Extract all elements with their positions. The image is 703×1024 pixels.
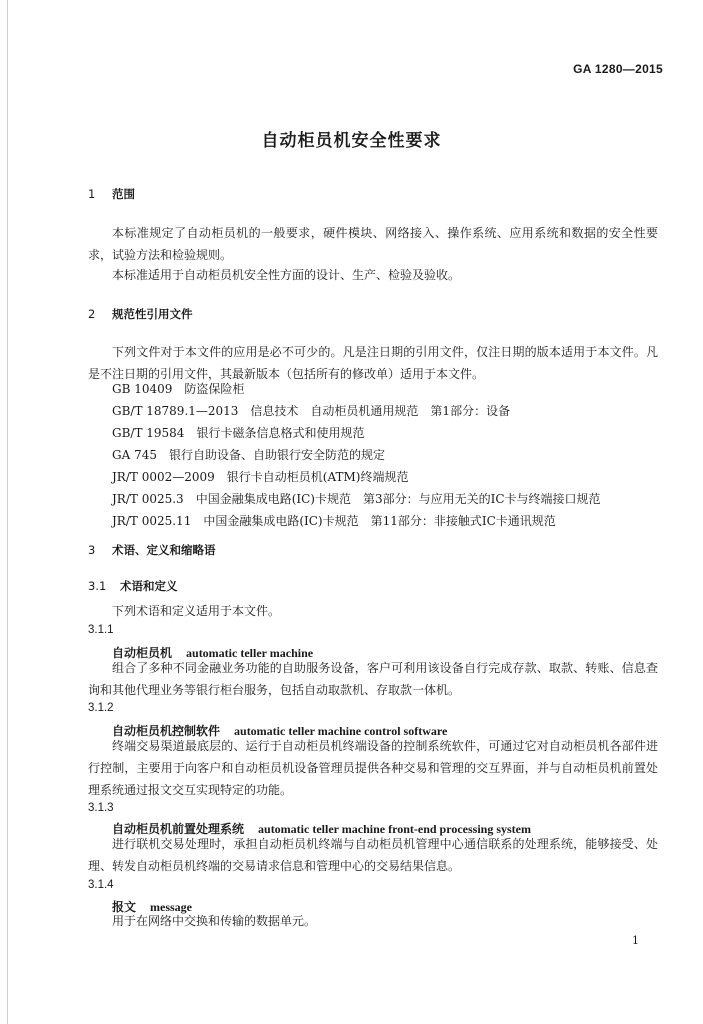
subsection-number: 3.1 [88,579,107,593]
reference-item: GB/T 19584 银行卡磁条信息格式和使用规范 [112,426,365,440]
section-1-paragraph-2: 本标准适用于自动柜员机安全性方面的设计、生产、检验及验收。 [112,268,461,282]
term-zh: 自动柜员机控制软件 [112,724,221,738]
term-number: 3.1.2 [88,702,114,714]
reference-item: JR/T 0002—2009 银行卡自动柜员机(ATM)终端规范 [112,470,409,484]
reference-item: GB/T 18789.1—2013 信息技术 自动柜员机通用规范 第1部分：设备 [112,404,511,418]
term-number: 3.1.4 [88,879,114,891]
subsection-3-1-intro: 下列术语和定义适用于本文件。 [112,604,281,618]
section-3-heading [88,542,216,558]
term-zh: 报文 [112,900,137,914]
term-definition: 进行联机交易处理时，承担自动柜员机终端与自动柜员机管理中心通信联系的处理系统，能够接受、处理、转发自动柜员机终端的交易请求信息和管理中心的交易结果信息。 [88,837,658,873]
section-1-paragraph-1: 本标准规定了自动柜员机的一般要求，硬件模块、网络接入、操作系统、应用系统和数据的安全性要求，试验方法和检验规则。 [88,226,658,262]
section-2-intro: 下列文件对于本文件的应用是必不可少的。凡是注日期的引用文件，仅注日期的版本适用于本文件。凡是不注日期的引用文件，其最新版本（包括所有的修改单）适用于本文件。 [88,345,658,381]
section-1-heading [88,186,135,202]
reference-item: GB 10409 防盗保险柜 [112,382,245,396]
term-number: 3.1.3 [88,802,114,814]
term-number: 3.1.1 [88,624,114,636]
section-title: 范围 [112,187,135,201]
reference-item: GA 745 银行自助设备、自助银行安全防范的规定 [112,448,385,462]
term-zh: 自动柜员机 [112,646,173,660]
term-definition: 终端交易渠道最底层的、运行于自动柜员机终端设备的控制系统软件，可通过它对自动柜员机各部件进行控制，主要用于向客户和自动柜员机设备管理员提供各种交易和管理的交互界面，并与自动柜员机前置处理系统通过报文交互实现特定的功能。 [88,739,658,797]
section-number: 3 [88,543,96,557]
standard-code: GA 1280—2015 [573,62,663,76]
term-definition: 用于在网络中交换和传输的数据单元。 [112,914,317,928]
reference-item: JR/T 0025.3 中国金融集成电路(IC)卡规范 第3部分：与应用无关的IC卡与终端接口规范 [112,492,601,506]
term-en: automatic teller machine control software [234,724,448,738]
section-number: 2 [88,307,96,321]
term-en: message [150,900,193,914]
term-en: automatic teller machine front-end processing system [258,822,531,836]
term-definition: 组合了多种不同金融业务功能的自助服务设备，客户可利用该设备自行完成存款、取款、转账、信息查询和其他代理业务等银行柜台服务，包括自动取款机、存取款一体机。 [88,661,658,697]
document-title: 自动柜员机安全性要求 [261,131,442,151]
section-title: 规范性引用文件 [112,307,193,321]
page-number: 1 [632,934,639,947]
subsection-title: 术语和定义 [120,579,178,593]
term-zh: 自动柜员机前置处理系统 [112,822,245,836]
section-title: 术语、定义和缩略语 [112,543,216,557]
section-2-heading [88,306,193,322]
term-en: automatic teller machine [186,646,314,660]
subsection-3-1-heading [88,578,178,594]
section-number: 1 [88,187,96,201]
page-edge-line [7,0,8,1024]
reference-item: JR/T 0025.11 中国金融集成电路(IC)卡规范 第11部分：非接触式IC卡通讯规范 [112,514,556,528]
